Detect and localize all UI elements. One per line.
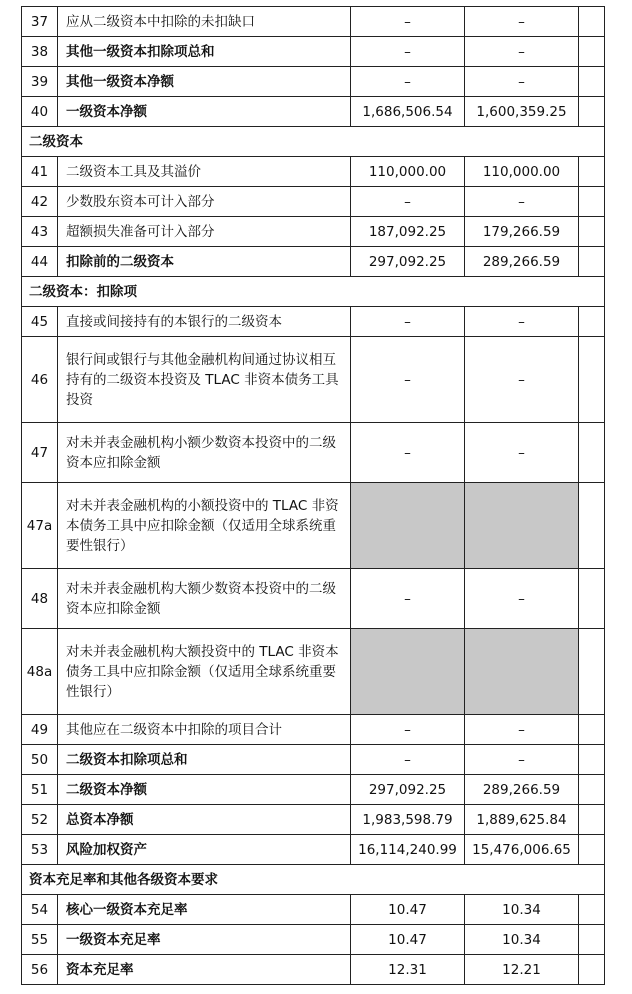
value-current: – xyxy=(351,423,465,483)
empty-cell xyxy=(579,835,605,865)
item-label: 直接或间接持有的本银行的二级资本 xyxy=(58,307,351,337)
value-current: – xyxy=(351,337,465,423)
item-label: 二级资本扣除项总和 xyxy=(58,745,351,775)
empty-cell xyxy=(579,307,605,337)
table-row xyxy=(22,247,605,277)
table-row xyxy=(22,835,605,865)
row-number: 44 xyxy=(22,247,58,277)
item-label: 扣除前的二级资本 xyxy=(58,247,351,277)
value-previous: – xyxy=(465,7,579,37)
value-current: – xyxy=(351,7,465,37)
empty-cell xyxy=(579,67,605,97)
value-previous: 1,600,359.25 xyxy=(465,97,579,127)
row-number: 56 xyxy=(22,955,58,985)
value-current xyxy=(351,483,465,569)
table-row xyxy=(22,895,605,925)
value-current: – xyxy=(351,187,465,217)
row-number: 55 xyxy=(22,925,58,955)
table-row xyxy=(22,187,605,217)
section-label: 二级资本 xyxy=(22,127,605,157)
row-number: 45 xyxy=(22,307,58,337)
table-row xyxy=(22,569,605,629)
value-current: 10.47 xyxy=(351,925,465,955)
table-row xyxy=(22,67,605,97)
empty-cell xyxy=(579,895,605,925)
item-label: 一级资本充足率 xyxy=(58,925,351,955)
section-label: 资本充足率和其他各级资本要求 xyxy=(22,865,605,895)
row-number: 42 xyxy=(22,187,58,217)
table-row xyxy=(22,423,605,483)
empty-cell xyxy=(579,423,605,483)
row-number: 51 xyxy=(22,775,58,805)
empty-cell xyxy=(579,715,605,745)
value-previous: – xyxy=(465,307,579,337)
empty-cell xyxy=(579,569,605,629)
value-current: 16,114,240.99 xyxy=(351,835,465,865)
item-label: 对未并表金融机构的小额投资中的 TLAC 非资本债务工具中应扣除金额（仅适用全球系统重要性银行） xyxy=(58,483,351,569)
empty-cell xyxy=(579,745,605,775)
item-label: 对未并表金融机构小额少数资本投资中的二级资本应扣除金额 xyxy=(58,423,351,483)
value-current: – xyxy=(351,569,465,629)
value-previous: – xyxy=(465,423,579,483)
table-row xyxy=(22,97,605,127)
value-previous: 10.34 xyxy=(465,925,579,955)
empty-cell xyxy=(579,483,605,569)
item-label: 核心一级资本充足率 xyxy=(58,895,351,925)
row-number: 46 xyxy=(22,337,58,423)
value-current: – xyxy=(351,307,465,337)
table-row xyxy=(22,955,605,985)
row-number: 41 xyxy=(22,157,58,187)
value-previous xyxy=(465,483,579,569)
table-row xyxy=(22,337,605,423)
value-previous: – xyxy=(465,745,579,775)
section-header-row xyxy=(22,277,605,307)
section-header-row xyxy=(22,127,605,157)
value-current: 10.47 xyxy=(351,895,465,925)
empty-cell xyxy=(579,37,605,67)
item-label: 其他一级资本净额 xyxy=(58,67,351,97)
empty-cell xyxy=(579,187,605,217)
row-number: 38 xyxy=(22,37,58,67)
value-current: 1,686,506.54 xyxy=(351,97,465,127)
table-row xyxy=(22,925,605,955)
empty-cell xyxy=(579,247,605,277)
section-label: 二级资本：扣除项 xyxy=(22,277,605,307)
item-label: 对未并表金融机构大额少数资本投资中的二级资本应扣除金额 xyxy=(58,569,351,629)
item-label: 风险加权资产 xyxy=(58,835,351,865)
empty-cell xyxy=(579,97,605,127)
table-row xyxy=(22,483,605,569)
table-row xyxy=(22,217,605,247)
row-number: 39 xyxy=(22,67,58,97)
row-number: 50 xyxy=(22,745,58,775)
item-label: 对未并表金融机构大额投资中的 TLAC 非资本债务工具中应扣除金额（仅适用全球系统重要性银行） xyxy=(58,629,351,715)
table-row xyxy=(22,157,605,187)
value-current: 297,092.25 xyxy=(351,775,465,805)
row-number: 47 xyxy=(22,423,58,483)
value-previous: – xyxy=(465,715,579,745)
item-label: 一级资本净额 xyxy=(58,97,351,127)
value-current: – xyxy=(351,67,465,97)
empty-cell xyxy=(579,955,605,985)
value-current: 1,983,598.79 xyxy=(351,805,465,835)
table-body xyxy=(22,7,605,985)
value-current xyxy=(351,629,465,715)
row-number: 48 xyxy=(22,569,58,629)
table-row xyxy=(22,37,605,67)
row-number: 48a xyxy=(22,629,58,715)
value-previous: 10.34 xyxy=(465,895,579,925)
item-label: 总资本净额 xyxy=(58,805,351,835)
row-number: 47a xyxy=(22,483,58,569)
empty-cell xyxy=(579,7,605,37)
value-previous: 1,889,625.84 xyxy=(465,805,579,835)
item-label: 少数股东资本可计入部分 xyxy=(58,187,351,217)
row-number: 37 xyxy=(22,7,58,37)
capital-composition-table xyxy=(21,6,605,985)
value-previous: 12.21 xyxy=(465,955,579,985)
item-label: 其他应在二级资本中扣除的项目合计 xyxy=(58,715,351,745)
value-previous: – xyxy=(465,569,579,629)
value-current: – xyxy=(351,37,465,67)
value-previous: 15,476,006.65 xyxy=(465,835,579,865)
item-label: 二级资本工具及其溢价 xyxy=(58,157,351,187)
item-label: 其他一级资本扣除项总和 xyxy=(58,37,351,67)
empty-cell xyxy=(579,629,605,715)
empty-cell xyxy=(579,925,605,955)
value-previous: – xyxy=(465,37,579,67)
value-previous: 289,266.59 xyxy=(465,775,579,805)
table-row xyxy=(22,715,605,745)
value-current: – xyxy=(351,715,465,745)
table-row xyxy=(22,629,605,715)
item-label: 超额损失准备可计入部分 xyxy=(58,217,351,247)
row-number: 49 xyxy=(22,715,58,745)
section-header-row xyxy=(22,865,605,895)
value-previous: 289,266.59 xyxy=(465,247,579,277)
value-previous: – xyxy=(465,187,579,217)
value-current: 110,000.00 xyxy=(351,157,465,187)
row-number: 52 xyxy=(22,805,58,835)
table-row xyxy=(22,745,605,775)
empty-cell xyxy=(579,775,605,805)
table-row xyxy=(22,7,605,37)
value-previous: 110,000.00 xyxy=(465,157,579,187)
item-label: 银行间或银行与其他金融机构间通过协议相互持有的二级资本投资及 TLAC 非资本债务工具投资 xyxy=(58,337,351,423)
row-number: 43 xyxy=(22,217,58,247)
row-number: 53 xyxy=(22,835,58,865)
item-label: 二级资本净额 xyxy=(58,775,351,805)
value-previous xyxy=(465,629,579,715)
row-number: 54 xyxy=(22,895,58,925)
empty-cell xyxy=(579,805,605,835)
value-current: 12.31 xyxy=(351,955,465,985)
value-current: 187,092.25 xyxy=(351,217,465,247)
item-label: 资本充足率 xyxy=(58,955,351,985)
empty-cell xyxy=(579,337,605,423)
table-row xyxy=(22,307,605,337)
item-label: 应从二级资本中扣除的未扣缺口 xyxy=(58,7,351,37)
empty-cell xyxy=(579,157,605,187)
value-current: 297,092.25 xyxy=(351,247,465,277)
row-number: 40 xyxy=(22,97,58,127)
table-row xyxy=(22,775,605,805)
value-previous: – xyxy=(465,337,579,423)
table-row xyxy=(22,805,605,835)
empty-cell xyxy=(579,217,605,247)
value-current: – xyxy=(351,745,465,775)
value-previous: – xyxy=(465,67,579,97)
value-previous: 179,266.59 xyxy=(465,217,579,247)
